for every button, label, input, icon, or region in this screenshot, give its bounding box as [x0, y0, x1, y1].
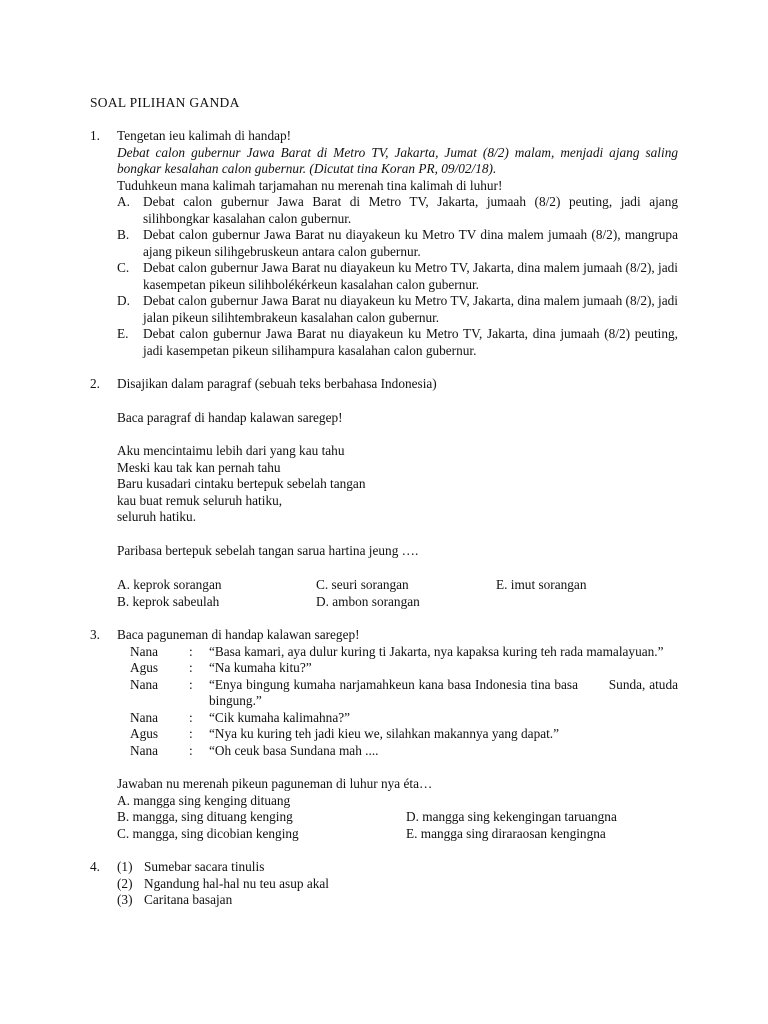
question-2 — [90, 376, 678, 610]
option-text: Debat calon gubernur Jawa Barat di Metro TV, Jakarta, jumaah (8/2) peuting, jadi ajang silihbongkar kasalahan calon gubernur. — [143, 194, 678, 226]
option-text: Debat calon gubernur Jawa Barat nu diayakeun ku Metro TV dina malem jumaah (8/2), mangrupa ajang pikeun silihgebruskeun antara calon gubernur. — [143, 227, 678, 259]
item-number: (2) — [117, 875, 133, 891]
option-d: D. ambon sorangan — [316, 594, 420, 609]
spacer — [90, 359, 678, 376]
option-b: B. mangga, sing dituang kenging — [117, 809, 293, 824]
item-text: Caritana basajan — [144, 892, 233, 907]
option-e: E. imut sorangan — [496, 577, 587, 592]
option-a: A. keprok sorangan — [117, 577, 222, 592]
question-instruction: Baca paragraf di handap kalawan saregep! — [117, 409, 343, 425]
dialogue-line — [117, 743, 678, 760]
poem-line: Aku mencintaimu lebih dari yang kau tahu — [117, 443, 345, 458]
poem-line: Meski kau tak kan pernah tahu — [117, 459, 281, 475]
question-prompt: Tengetan ieu kalimah di handap! — [117, 128, 292, 143]
speaker-colon: : — [189, 676, 193, 692]
option-label: E. — [117, 326, 129, 341]
speaker-colon: : — [189, 709, 193, 725]
options-row — [117, 826, 678, 843]
option-e — [117, 326, 678, 359]
dialogue-text: “Basa kamari, aya dulur kuring ti Jakarta, nya kapaksa kuring teh rada mamalayuan.” — [209, 643, 664, 659]
speaker-colon: : — [189, 742, 193, 758]
list-item — [117, 892, 678, 909]
speaker-colon: : — [189, 660, 193, 675]
list-item — [117, 876, 678, 893]
options-row — [117, 593, 678, 610]
question-text: Jawaban nu merenah pikeun paguneman di luhur nya éta… — [117, 776, 433, 791]
document-page — [90, 94, 682, 909]
speaker-name: Nana — [130, 742, 159, 758]
dialogue-line — [117, 726, 678, 743]
spacer — [90, 842, 678, 859]
speaker-colon: : — [189, 643, 193, 659]
question-prompt: Disajikan dalam paragraf (sebuah teks berbahasa Indonesia) — [117, 376, 437, 391]
option-text: Debat calon gubernur Jawa Barat nu diayakeun ku Metro TV, Jakarta, dina malem jumaah (8/2), jadi kasempetan pikeun silihbolékérkeun kasalahan calon gubernur. — [143, 260, 678, 292]
dialogue-text: “Na kumaha kitu?” — [209, 660, 312, 675]
dialogue-line — [117, 644, 678, 661]
question-text: Paribasa bertepuk sebelah tangan sarua hartina jeung …. — [117, 542, 419, 558]
item-text: Sumebar sacara tinulis — [144, 859, 265, 874]
option-text: Debat calon gubernur Jawa Barat nu diayakeun ku Metro TV, Jakarta, dina malem jumaah (8/2), jadi jalan pikeun silihtembrakeun kasalahan calon gubernur. — [143, 293, 678, 325]
option-text: Debat calon gubernur Jawa Barat nu diayakeun ku Metro TV, Jakarta, dina jumaah (8/2) peuting, jadi kasempetan pikeun silihampura kasalahan calon gubernur. — [143, 326, 678, 358]
dialogue-line — [117, 710, 678, 727]
list-item — [117, 859, 678, 876]
option-c — [117, 260, 678, 293]
item-number: (3) — [117, 892, 133, 907]
speaker-name: Agus — [130, 726, 159, 741]
speaker-name: Nana — [130, 643, 159, 659]
dialogue-text: “Cik kumaha kalimahna?” — [209, 709, 351, 725]
question-3 — [90, 627, 682, 842]
question-number: 2. — [90, 376, 100, 391]
option-b: B. keprok sabeulah — [117, 594, 220, 609]
option-label: D. — [117, 293, 130, 308]
dialogue-text: “Nya ku kuring teh jadi kieu we, silahkan makannya yang dapat.” — [209, 726, 560, 741]
option-d — [117, 293, 678, 326]
option-d: D. mangga sing kekengingan taruangna — [406, 809, 617, 824]
question-instruction: Tuduhkeun mana kalimah tarjamahan nu merenah tina kalimah di luhur! — [117, 177, 503, 193]
speaker-name: Agus — [130, 660, 159, 675]
poem-line: seluruh hatiku. — [117, 509, 197, 524]
poem-line: kau buat remuk seluruh hatiku, — [117, 492, 283, 508]
dialogue-line — [117, 660, 678, 677]
speaker-name: Nana — [130, 709, 159, 725]
option-b — [117, 227, 678, 260]
spacer — [90, 610, 678, 627]
page-title: SOAL PILIHAN GANDA — [90, 95, 240, 110]
option-a — [117, 194, 678, 227]
spacer — [117, 426, 678, 443]
options-row — [117, 576, 678, 593]
question-number: 4. — [90, 859, 100, 874]
dialogue-line — [117, 676, 682, 710]
option-label: C. — [117, 260, 130, 275]
dialogue-text: “Enya bingung kumaha narjamahkeun kana basa Indonesia tina basa Sunda, atuda bingung.” — [209, 676, 682, 708]
option-c: C. mangga, sing dicobian kenging — [117, 825, 299, 841]
spacer — [117, 526, 678, 543]
option-c: C. seuri sorangan — [316, 577, 409, 592]
item-number: (1) — [117, 859, 133, 874]
option-e: E. mangga sing diraraosan kengingna — [406, 825, 606, 841]
question-number: 3. — [90, 627, 100, 642]
option-a: A. mangga sing kenging dituang — [117, 792, 291, 808]
item-text: Ngandung hal-hal nu teu asup akal — [144, 875, 329, 891]
question-4 — [90, 859, 678, 909]
dialogue-text: “Oh ceuk basa Sundana mah .... — [209, 742, 379, 758]
spacer — [117, 759, 678, 776]
speaker-name: Nana — [130, 676, 159, 692]
spacer — [117, 559, 678, 576]
poem-line: Baru kusadari cintaku bertepuk sebelah tangan — [117, 476, 366, 491]
spacer — [117, 393, 678, 410]
options-row — [117, 809, 678, 826]
question-prompt: Baca paguneman di handap kalawan saregep! — [117, 627, 360, 642]
speaker-colon: : — [189, 726, 193, 741]
option-label: A. — [117, 194, 130, 209]
quoted-sentence: Debat calon gubernur Jawa Barat di Metro TV, Jakarta, Jumat (8/2) malam, menjadi ajang saling bongkar kesalahan calon gubernur. (Dicutat tina Koran PR, 09/02/18). — [117, 144, 678, 176]
question-number: 1. — [90, 128, 100, 143]
option-label: B. — [117, 227, 130, 242]
question-1 — [90, 128, 678, 359]
